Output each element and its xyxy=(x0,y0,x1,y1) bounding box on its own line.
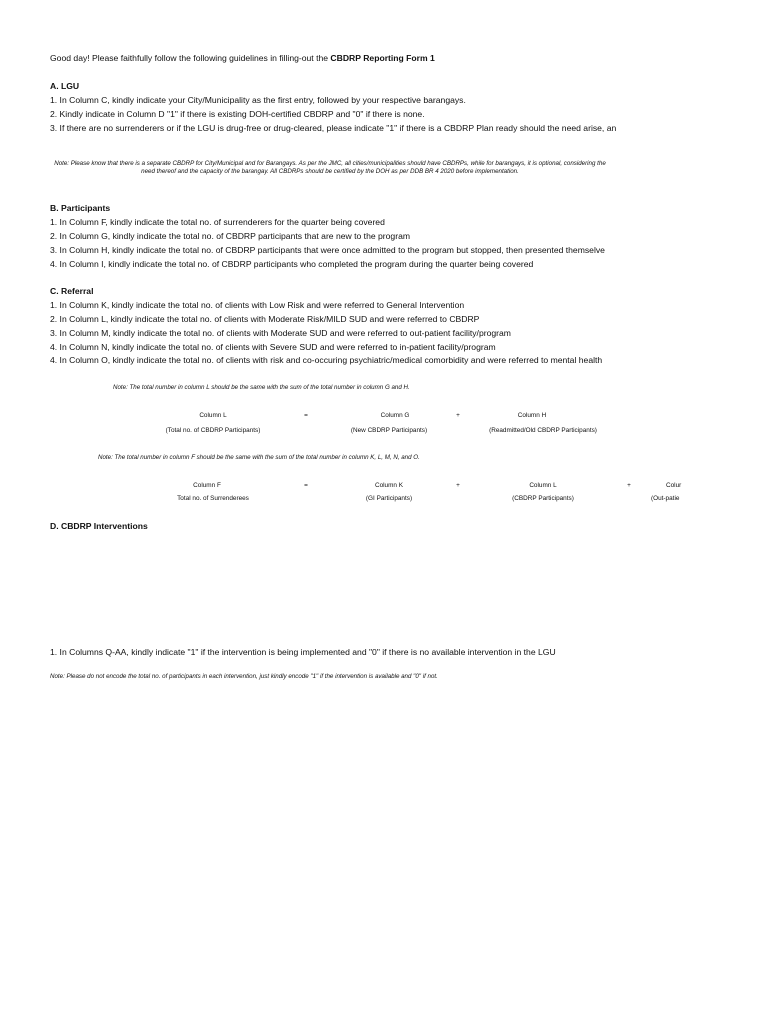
form-name: CBDRP Reporting Form 1 xyxy=(330,53,435,63)
eq1-col-g-desc: (New CBDRP Participants) xyxy=(350,427,428,434)
eq2-col-f: Column F xyxy=(193,482,221,489)
section-b-item-1: 1. In Column F, kindly indicate the total no. of surrenderers for the quarter being covered xyxy=(50,217,385,227)
eq1-col-l: Column L xyxy=(199,412,227,419)
eq1-plus: + xyxy=(456,412,460,419)
eq2-col-m: Colur xyxy=(666,482,682,489)
section-c-item-3: 3. In Column M, kindly indicate the total no. of clients with Moderate SUD and were referred to out-patient facility/program xyxy=(50,328,511,338)
eq1-col-h: Column H xyxy=(517,412,547,419)
eq2-col-k-desc: (GI Participants) xyxy=(365,495,413,502)
section-a-note: Note: Please know that there is a separate CBDRP for City/Municipal and for Barangays. As per the JMC, all cities/municipalities should have CBDRPs, while for barangays, it is optional, considering the need thereof and the capacity of the barangay. All CBDRPs should be certified by the DOH as per DDB BR 4 2020 before implementation. xyxy=(54,160,606,175)
section-c-item-2: 2. In Column L, kindly indicate the total no. of clients with Moderate Risk/MILD SUD and were referred to CBDRP xyxy=(50,314,480,324)
eq1-col-l-desc: (Total no. of CBDRP Participants) xyxy=(165,427,261,434)
section-a-item-1: 1. In Column C, kindly indicate your City/Municipality as the first entry, followed by your respective barangays. xyxy=(50,95,466,105)
section-b-item-3: 3. In Column H, kindly indicate the total no. of CBDRP participants that were once admitted to the program but stopped, then presented themselve xyxy=(50,245,605,255)
eq2-col-l-desc: (CBDRP Participants) xyxy=(512,495,574,502)
eq2-col-f-desc: Total no. of Surrenderees xyxy=(177,495,249,502)
eq2-equals: = xyxy=(304,482,308,489)
section-c-item-1: 1. In Column K, kindly indicate the total no. of clients with Low Risk and were referred to General Intervention xyxy=(50,300,465,310)
section-b-heading: B. Participants xyxy=(50,203,111,213)
section-c-item-4: 4. In Column N, kindly indicate the total no. of clients with Severe SUD and were referred to in-patient facility/program xyxy=(50,342,496,352)
section-a-heading: A. LGU xyxy=(50,81,80,91)
eq2-col-m-desc: (Out-patie xyxy=(651,495,680,502)
intro-line xyxy=(50,53,435,64)
eq1-equals: = xyxy=(304,412,308,419)
section-b-item-2: 2. In Column G, kindly indicate the total no. of CBDRP participants that are new to the program xyxy=(50,231,411,241)
section-c-note-1: Note: The total number in column L should be the same with the sum of the total number in column G and H. xyxy=(113,384,410,391)
section-c-note-2: Note: The total number in column F should be the same with the sum of the total number in column K, L, M, N, and O. xyxy=(98,454,420,461)
section-c-heading: C. Referral xyxy=(50,286,94,296)
eq2-col-l: Column L xyxy=(529,482,557,489)
section-c-item-5: 4. In Column O, kindly indicate the total no. of clients with risk and co-occuring psychiatric/medical comorbidity and were referred to mental health xyxy=(50,355,603,365)
section-d-item-1: 1. In Columns Q-AA, kindly indicate "1" if the intervention is being implemented and "0" if there is no available intervention in the LGU xyxy=(50,647,556,657)
intro-text: Good day! Please faithfully follow the following guidelines in filling-out the xyxy=(50,53,331,63)
section-d-note: Note: Please do not encode the total no. of participants in each intervention, just kindly encode "1" if the intervention is available and "0" if not. xyxy=(50,673,438,680)
eq2-col-k: Column K xyxy=(374,482,404,489)
eq2-plus-1: + xyxy=(456,482,460,489)
eq1-col-g: Column G xyxy=(380,412,410,419)
section-b-item-4: 4. In Column I, kindly indicate the total no. of CBDRP participants who completed the program during the quarter being covered xyxy=(50,259,534,269)
section-a-item-2: 2. Kindly indicate in Column D "1" if there is existing DOH-certified CBDRP and "0" if there is none. xyxy=(50,109,425,119)
section-a-item-3: 3. If there are no surrenderers or if the LGU is drug-free or drug-cleared, please indicate "1" if there is a CBDRP Plan ready should the need arise, an xyxy=(50,123,617,133)
section-d-heading: D. CBDRP Interventions xyxy=(50,521,148,531)
eq2-plus-2: + xyxy=(627,482,631,489)
eq1-col-h-desc: (Readmitted/Old CBDRP Participants) xyxy=(489,427,597,434)
